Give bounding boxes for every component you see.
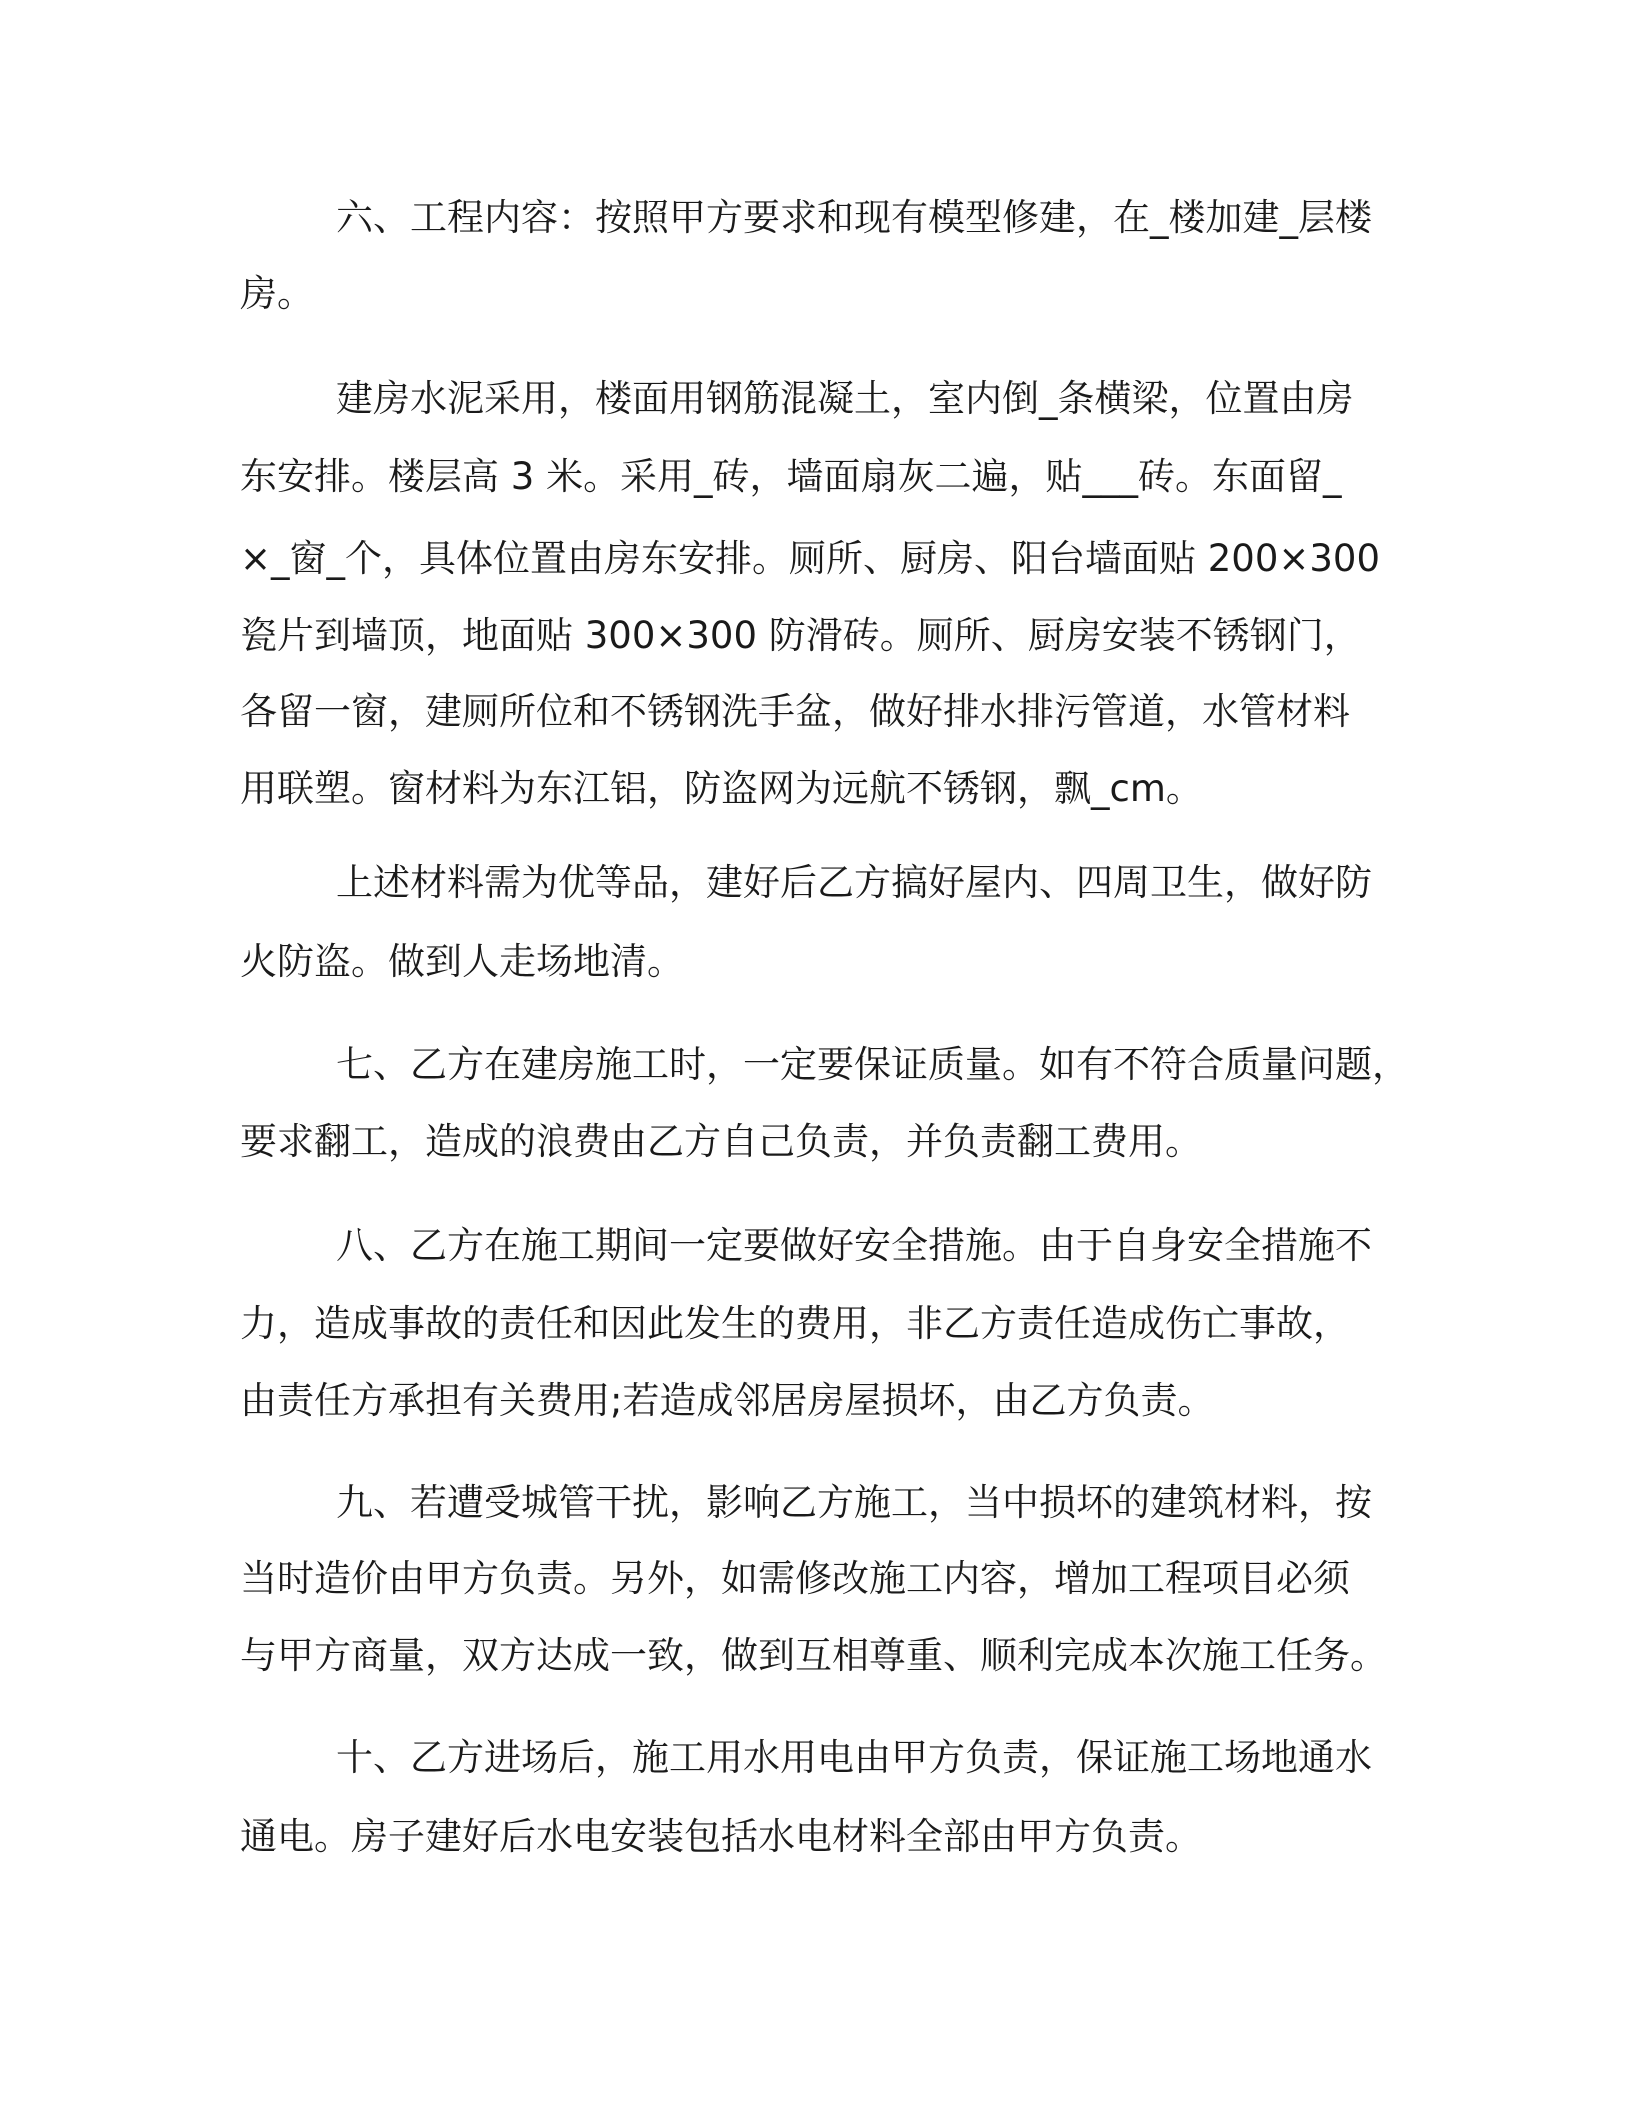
text-line: 东安排。楼层高 3 米。采用_砖，墙面扇灰二遍，贴___砖。东面留_: [240, 455, 1342, 498]
text-line: 房。: [240, 272, 314, 315]
text-line: 上述材料需为优等品，建好后乙方搞好屋内、四周卫生，做好防: [336, 861, 1372, 904]
text-line: 六、工程内容：按照甲方要求和现有模型修建，在_楼加建_层楼: [336, 196, 1372, 239]
text-line: 与甲方商量，双方达成一致，做到互相尊重、顺利完成本次施工任务。: [240, 1634, 1387, 1677]
text-line: 用联塑。窗材料为东江铝，防盗网为远航不锈钢，飘_cm。: [240, 767, 1203, 810]
text-line: ×_窗_个，具体位置由房东安排。厕所、厨房、阳台墙面贴 200×300: [240, 537, 1381, 580]
text-line: 七、乙方在建房施工时，一定要保证质量。如有不符合质量问题，: [336, 1043, 1409, 1086]
text-line: 力，造成事故的责任和因此发生的费用，非乙方责任造成伤亡事故，: [240, 1302, 1350, 1345]
text-line: 由责任方承担有关费用;若造成邻居房屋损坏，由乙方负责。: [240, 1379, 1215, 1422]
text-line: 通电。房子建好后水电安装包括水电材料全部由甲方负责。: [240, 1815, 1202, 1858]
text-line: 建房水泥采用，楼面用钢筋混凝土，室内倒_条横梁，位置由房: [336, 377, 1354, 420]
text-line: 瓷片到墙顶，地面贴 300×300 防滑砖。厕所、厨房安装不锈钢门，: [240, 614, 1361, 657]
text-line: 十、乙方进场后，施工用水用电由甲方负责，保证施工场地通水: [336, 1736, 1372, 1779]
text-line: 各留一窗，建厕所位和不锈钢洗手盆，做好排水排污管道，水管材料: [240, 690, 1350, 733]
text-line: 火防盗。做到人走场地清。: [240, 940, 684, 983]
text-line: 九、若遭受城管干扰，影响乙方施工，当中损坏的建筑材料，按: [336, 1481, 1372, 1524]
text-line: 当时造价由甲方负责。另外，如需修改施工内容，增加工程项目必须: [240, 1557, 1350, 1600]
text-line: 八、乙方在施工期间一定要做好安全措施。由于自身安全措施不: [336, 1224, 1372, 1267]
text-line: 要求翻工，造成的浪费由乙方自己负责，并负责翻工费用。: [240, 1120, 1202, 1163]
